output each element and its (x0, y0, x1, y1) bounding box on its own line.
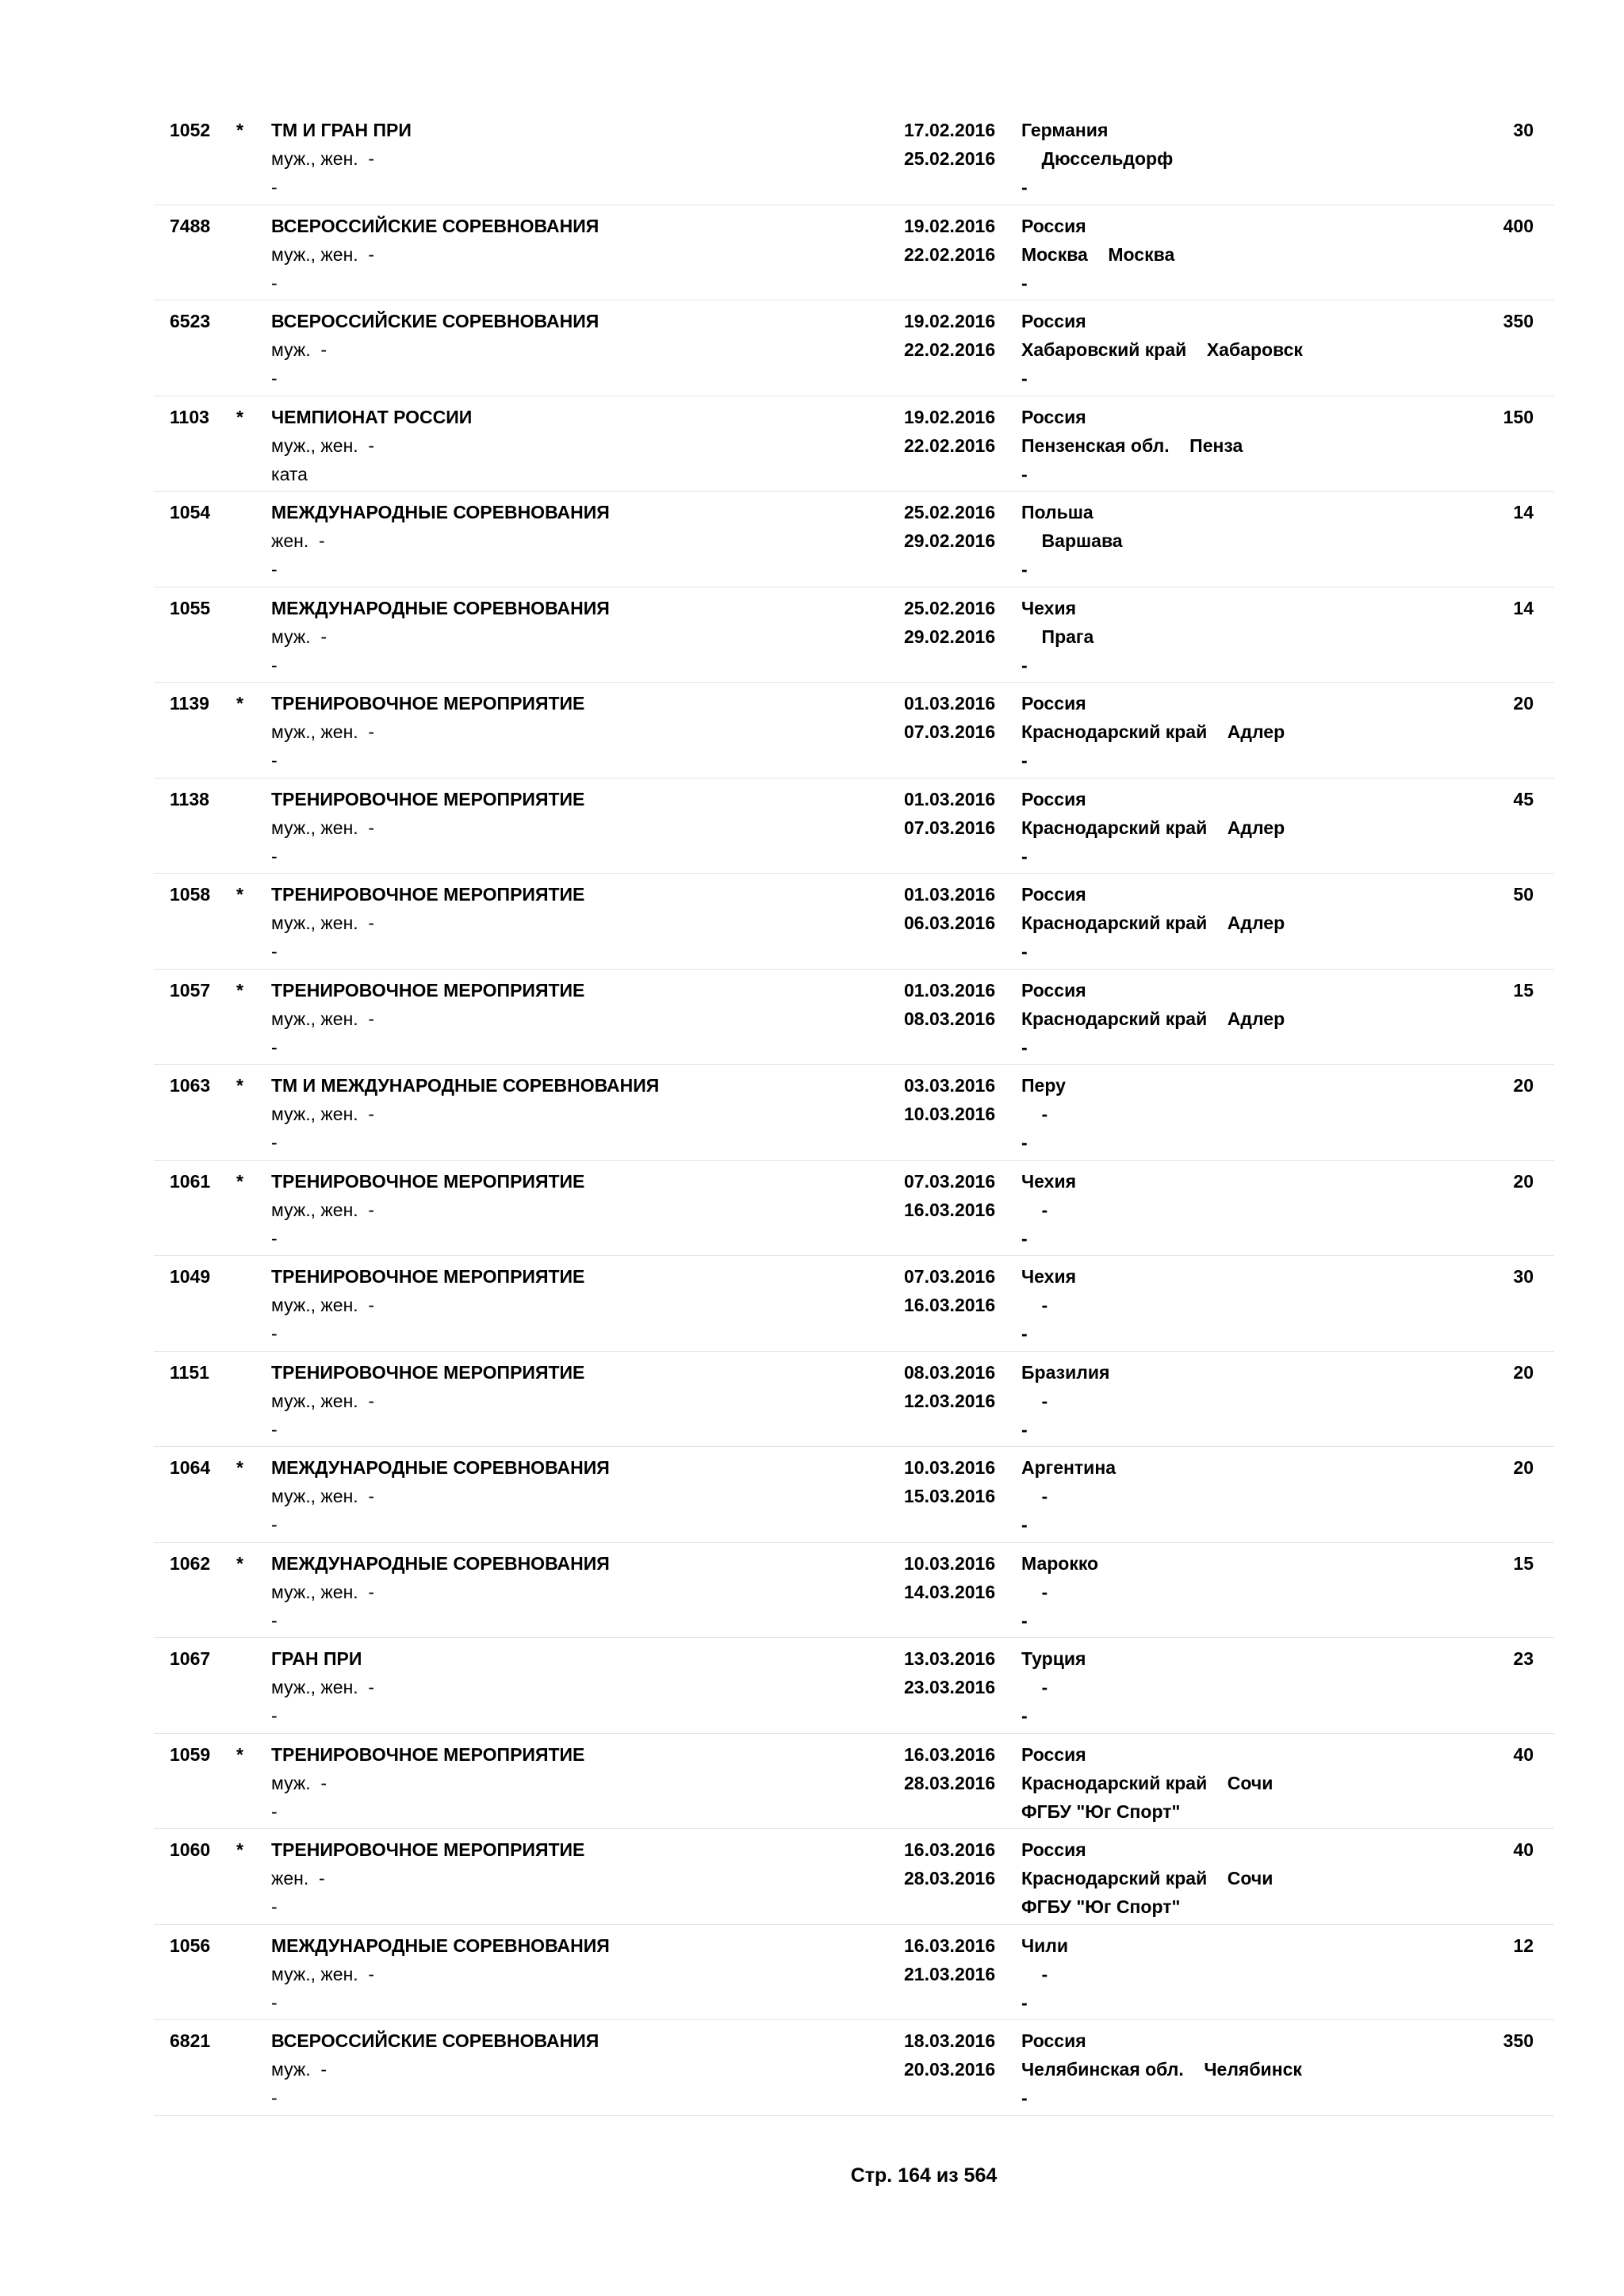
event-id: 1057 (170, 979, 211, 1001)
event-country: Россия (1021, 406, 1086, 427)
event-date-start: 01.03.2016 (904, 788, 996, 809)
table-row (154, 1734, 1554, 1830)
event-id: 7488 (170, 215, 211, 236)
event-venue: - (1021, 1418, 1028, 1440)
event-discipline: - (271, 1514, 278, 1535)
event-star-mark: * (236, 1839, 243, 1860)
event-date-end: 28.03.2016 (904, 1772, 996, 1793)
event-country: Россия (1021, 979, 1086, 1001)
event-gender: муж. - (271, 339, 327, 360)
event-location: Пензенская обл. Пенза (1021, 434, 1243, 456)
event-date-end: 07.03.2016 (904, 721, 996, 742)
event-participants: 14 (1513, 597, 1534, 618)
event-id: 1056 (170, 1934, 211, 1956)
event-title: ГРАН ПРИ (271, 1648, 362, 1669)
event-venue: - (1021, 1036, 1028, 1058)
table-row (154, 1352, 1554, 1448)
event-venue: - (1021, 1514, 1028, 1535)
event-date-start: 07.03.2016 (904, 1170, 996, 1192)
table-row (154, 205, 1554, 301)
event-date-end: 22.02.2016 (904, 434, 996, 456)
event-star-mark: * (236, 979, 243, 1001)
event-participants: 350 (1503, 311, 1534, 331)
event-gender: муж., жен. - (271, 1581, 375, 1602)
event-country: Россия (1021, 693, 1086, 714)
event-location: Краснодарский край Адлер (1021, 913, 1285, 933)
event-id: 1062 (170, 1552, 211, 1574)
event-location: Краснодарский край Адлер (1021, 817, 1285, 838)
event-date-start: 18.03.2016 (904, 2030, 996, 2051)
table-row (154, 2020, 1554, 2116)
event-venue: - (1021, 845, 1028, 867)
event-country: Россия (1021, 2030, 1086, 2051)
event-location: Краснодарский край Адлер (1021, 721, 1285, 742)
event-date-start: 01.03.2016 (904, 884, 996, 905)
event-discipline: - (271, 2087, 278, 2108)
event-date-start: 07.03.2016 (904, 1266, 996, 1287)
event-location: - (1021, 1295, 1048, 1315)
event-id: 1067 (170, 1648, 211, 1669)
event-gender: муж., жен. - (271, 1486, 375, 1506)
event-gender: жен. - (271, 1868, 325, 1888)
event-country: Чехия (1021, 597, 1076, 618)
event-participants: 350 (1503, 2030, 1534, 2051)
event-date-start: 01.03.2016 (904, 693, 996, 714)
event-gender: муж., жен. - (271, 1295, 375, 1315)
event-discipline: - (271, 750, 278, 771)
table-row (154, 1638, 1554, 1734)
event-title: ВСЕРОССИЙСКИЕ СОРЕВНОВАНИЯ (271, 215, 599, 236)
event-date-start: 19.02.2016 (904, 311, 996, 331)
event-country: Германия (1021, 120, 1109, 140)
table-row (154, 779, 1554, 874)
event-id: 1052 (170, 120, 211, 140)
event-participants: 20 (1513, 1075, 1534, 1096)
event-gender: муж., жен. - (271, 1390, 375, 1411)
event-date-start: 16.03.2016 (904, 1839, 996, 1860)
event-star-mark: * (236, 120, 243, 140)
table-row (154, 109, 1554, 205)
event-title: МЕЖДУНАРОДНЫЕ СОРЕВНОВАНИЯ (271, 1552, 610, 1574)
event-title: МЕЖДУНАРОДНЫЕ СОРЕВНОВАНИЯ (271, 1457, 610, 1478)
event-location: Челябинская обл. Челябинск (1021, 2059, 1302, 2080)
event-discipline: - (271, 1418, 278, 1440)
event-title: ТРЕНИРОВОЧНОЕ МЕРОПРИЯТИЕ (271, 1266, 585, 1287)
event-location: Дюссельдорф (1021, 148, 1174, 169)
event-discipline: - (271, 845, 278, 867)
event-gender: муж., жен. - (271, 243, 375, 265)
table-row (154, 492, 1554, 587)
event-gender: муж., жен. - (271, 1963, 375, 1984)
event-star-mark: * (236, 1075, 243, 1096)
table-row (154, 874, 1554, 970)
event-participants: 400 (1503, 215, 1534, 236)
event-country: Перу (1021, 1075, 1066, 1096)
event-date-end: 16.03.2016 (904, 1199, 996, 1220)
event-discipline: - (271, 1896, 278, 1917)
event-gender: муж., жен. - (271, 1008, 375, 1029)
event-star-mark: * (236, 1170, 243, 1192)
event-title: ТРЕНИРОВОЧНОЕ МЕРОПРИЯТИЕ (271, 788, 585, 809)
table-row (154, 396, 1554, 492)
event-venue: ФГБУ "Юг Спорт" (1021, 1800, 1181, 1822)
event-gender: муж. - (271, 2059, 327, 2080)
event-date-end: 22.02.2016 (904, 339, 996, 360)
event-participants: 20 (1513, 693, 1534, 714)
event-gender: муж., жен. - (271, 434, 375, 456)
event-location: Краснодарский край Адлер (1021, 1008, 1285, 1029)
event-country: Россия (1021, 788, 1086, 809)
event-discipline: - (271, 1227, 278, 1249)
event-location: - (1021, 1199, 1048, 1220)
event-gender: муж. - (271, 1772, 327, 1793)
event-gender: муж., жен. - (271, 1104, 375, 1124)
event-id: 1054 (170, 502, 211, 522)
event-gender: муж., жен. - (271, 817, 375, 838)
event-date-start: 25.02.2016 (904, 597, 996, 618)
event-title: ТРЕНИРОВОЧНОЕ МЕРОПРИЯТИЕ (271, 979, 585, 1001)
event-location: Варшава (1021, 530, 1123, 551)
event-date-end: 12.03.2016 (904, 1390, 996, 1411)
table-row (154, 683, 1554, 779)
event-date-end: 08.03.2016 (904, 1008, 996, 1029)
event-country: Марокко (1021, 1552, 1099, 1574)
event-location: Хабаровский край Хабаровск (1021, 339, 1303, 360)
event-discipline: - (271, 177, 278, 197)
event-country: Россия (1021, 311, 1086, 331)
event-id: 1058 (170, 884, 211, 905)
event-title: ТРЕНИРОВОЧНОЕ МЕРОПРИЯТИЕ (271, 884, 585, 905)
event-venue: - (1021, 1132, 1028, 1153)
event-discipline: ката (271, 463, 308, 484)
event-title: ТРЕНИРОВОЧНОЕ МЕРОПРИЯТИЕ (271, 1743, 585, 1765)
event-venue: - (1021, 1705, 1028, 1726)
event-participants: 20 (1513, 1457, 1534, 1478)
event-title: ВСЕРОССИЙСКИЕ СОРЕВНОВАНИЯ (271, 311, 599, 331)
event-venue: - (1021, 941, 1028, 962)
event-title: МЕЖДУНАРОДНЫЕ СОРЕВНОВАНИЯ (271, 1934, 610, 1956)
event-title: ТРЕНИРОВОЧНОЕ МЕРОПРИЯТИЕ (271, 1170, 585, 1192)
table-row (154, 1925, 1554, 2021)
events-table (154, 109, 1554, 2116)
event-participants: 50 (1513, 884, 1534, 905)
event-location: Прага (1021, 626, 1094, 647)
event-star-mark: * (236, 406, 243, 427)
event-id: 1139 (170, 693, 209, 714)
event-date-start: 10.03.2016 (904, 1457, 996, 1478)
event-gender: муж. - (271, 626, 327, 647)
event-date-start: 19.02.2016 (904, 406, 996, 427)
event-participants: 30 (1513, 1266, 1534, 1287)
event-id: 6821 (170, 2030, 211, 2051)
event-date-start: 17.02.2016 (904, 120, 996, 140)
event-venue: - (1021, 750, 1028, 771)
event-id: 6523 (170, 311, 211, 331)
event-discipline: - (271, 368, 278, 388)
event-discipline: - (271, 1800, 278, 1822)
event-venue: ФГБУ "Юг Спорт" (1021, 1896, 1181, 1917)
event-location: - (1021, 1677, 1048, 1697)
event-discipline: - (271, 1992, 278, 2013)
event-participants: 150 (1503, 406, 1534, 427)
event-title: ТРЕНИРОВОЧНОЕ МЕРОПРИЯТИЕ (271, 693, 585, 714)
event-venue: - (1021, 654, 1028, 675)
event-date-end: 15.03.2016 (904, 1486, 996, 1506)
event-date-end: 23.03.2016 (904, 1677, 996, 1697)
event-date-start: 01.03.2016 (904, 979, 996, 1001)
event-id: 1049 (170, 1266, 211, 1287)
event-location: Москва Москва (1021, 243, 1175, 265)
event-location: Краснодарский край Сочи (1021, 1868, 1274, 1888)
event-id: 1138 (170, 788, 209, 809)
event-discipline: - (271, 1132, 278, 1153)
event-country: Аргентина (1021, 1457, 1116, 1478)
event-discipline: - (271, 654, 278, 675)
event-id: 1055 (170, 597, 211, 618)
event-id: 1064 (170, 1457, 211, 1478)
event-country: Бразилия (1021, 1361, 1110, 1383)
table-row (154, 1543, 1554, 1639)
event-venue: - (1021, 1609, 1028, 1631)
event-id: 1103 (170, 406, 209, 427)
event-star-mark: * (236, 1743, 243, 1765)
event-date-start: 16.03.2016 (904, 1934, 996, 1956)
table-row (154, 1065, 1554, 1161)
event-venue: - (1021, 559, 1028, 580)
event-date-end: 29.02.2016 (904, 530, 996, 551)
event-discipline: - (271, 1323, 278, 1344)
event-date-start: 10.03.2016 (904, 1552, 996, 1574)
event-discipline: - (271, 941, 278, 962)
table-row (154, 1161, 1554, 1257)
event-country: Россия (1021, 1839, 1086, 1860)
event-participants: 23 (1513, 1648, 1534, 1669)
table-row (154, 1256, 1554, 1352)
event-gender: муж., жен. - (271, 913, 375, 933)
event-country: Чили (1021, 1934, 1069, 1956)
event-discipline: - (271, 1036, 278, 1058)
event-country: Россия (1021, 884, 1086, 905)
event-country: Россия (1021, 215, 1086, 236)
event-country: Турция (1021, 1648, 1086, 1669)
event-gender: муж., жен. - (271, 1199, 375, 1220)
event-title: ВСЕРОССИЙСКИЕ СОРЕВНОВАНИЯ (271, 2030, 599, 2051)
event-participants: 12 (1513, 1934, 1534, 1956)
event-date-end: 20.03.2016 (904, 2059, 996, 2080)
event-gender: муж., жен. - (271, 148, 375, 169)
event-date-start: 13.03.2016 (904, 1648, 996, 1669)
event-date-end: 25.02.2016 (904, 148, 996, 169)
event-star-mark: * (236, 1552, 243, 1574)
event-location: - (1021, 1104, 1048, 1124)
table-row (154, 1829, 1554, 1925)
event-participants: 20 (1513, 1170, 1534, 1192)
event-date-end: 22.02.2016 (904, 243, 996, 265)
event-venue: - (1021, 368, 1028, 388)
table-row (154, 1447, 1554, 1543)
event-location: - (1021, 1486, 1048, 1506)
event-venue: - (1021, 1227, 1028, 1249)
event-gender: муж., жен. - (271, 721, 375, 742)
event-location: - (1021, 1581, 1048, 1602)
event-date-end: 29.02.2016 (904, 626, 996, 647)
event-participants: 15 (1513, 1552, 1534, 1574)
event-discipline: - (271, 1609, 278, 1631)
event-title: ТМ И ГРАН ПРИ (271, 120, 412, 140)
event-title: МЕЖДУНАРОДНЫЕ СОРЕВНОВАНИЯ (271, 502, 610, 522)
event-title: ТМ И МЕЖДУНАРОДНЫЕ СОРЕВНОВАНИЯ (271, 1075, 660, 1096)
event-participants: 45 (1513, 788, 1534, 809)
table-row (154, 587, 1554, 683)
event-discipline: - (271, 559, 278, 580)
event-date-start: 19.02.2016 (904, 215, 996, 236)
event-country: Польша (1021, 502, 1094, 522)
event-id: 1061 (170, 1170, 211, 1192)
event-venue: - (1021, 272, 1028, 293)
event-star-mark: * (236, 693, 243, 714)
event-date-end: 28.03.2016 (904, 1868, 996, 1888)
table-row (154, 970, 1554, 1066)
event-date-start: 03.03.2016 (904, 1075, 996, 1096)
event-date-start: 25.02.2016 (904, 502, 996, 522)
event-date-start: 16.03.2016 (904, 1743, 996, 1765)
event-country: Чехия (1021, 1266, 1076, 1287)
event-location: Краснодарский край Сочи (1021, 1772, 1274, 1793)
event-venue: - (1021, 1992, 1028, 2013)
event-discipline: - (271, 272, 278, 293)
event-country: Чехия (1021, 1170, 1076, 1192)
event-date-end: 10.03.2016 (904, 1104, 996, 1124)
event-participants: 15 (1513, 979, 1534, 1001)
event-title: МЕЖДУНАРОДНЫЕ СОРЕВНОВАНИЯ (271, 597, 610, 618)
table-row (154, 300, 1554, 396)
event-title: ТРЕНИРОВОЧНОЕ МЕРОПРИЯТИЕ (271, 1839, 585, 1860)
event-date-start: 08.03.2016 (904, 1361, 996, 1383)
event-gender: муж., жен. - (271, 1677, 375, 1697)
event-gender: жен. - (271, 530, 325, 551)
event-venue: - (1021, 463, 1028, 484)
event-participants: 30 (1513, 120, 1534, 140)
event-id: 1063 (170, 1075, 211, 1096)
event-date-end: 06.03.2016 (904, 913, 996, 933)
event-id: 1059 (170, 1743, 211, 1765)
event-participants: 40 (1513, 1839, 1534, 1860)
event-country: Россия (1021, 1743, 1086, 1765)
event-title: ТРЕНИРОВОЧНОЕ МЕРОПРИЯТИЕ (271, 1361, 585, 1383)
event-title: ЧЕМПИОНАТ РОССИИ (271, 406, 473, 427)
event-participants: 20 (1513, 1361, 1534, 1383)
event-date-end: 16.03.2016 (904, 1295, 996, 1315)
event-date-end: 21.03.2016 (904, 1963, 996, 1984)
event-venue: - (1021, 1323, 1028, 1344)
event-date-end: 14.03.2016 (904, 1581, 996, 1602)
event-star-mark: * (236, 884, 243, 905)
page-number: Стр. 164 из 564 (850, 2164, 998, 2187)
event-id: 1151 (170, 1361, 209, 1383)
event-venue: - (1021, 177, 1028, 197)
event-participants: 14 (1513, 502, 1534, 522)
event-location: - (1021, 1390, 1048, 1411)
event-participants: 40 (1513, 1743, 1534, 1765)
event-location: - (1021, 1963, 1048, 1984)
event-star-mark: * (236, 1457, 243, 1478)
event-discipline: - (271, 1705, 278, 1726)
event-id: 1060 (170, 1839, 211, 1860)
event-date-end: 07.03.2016 (904, 817, 996, 838)
event-venue: - (1021, 2087, 1028, 2108)
